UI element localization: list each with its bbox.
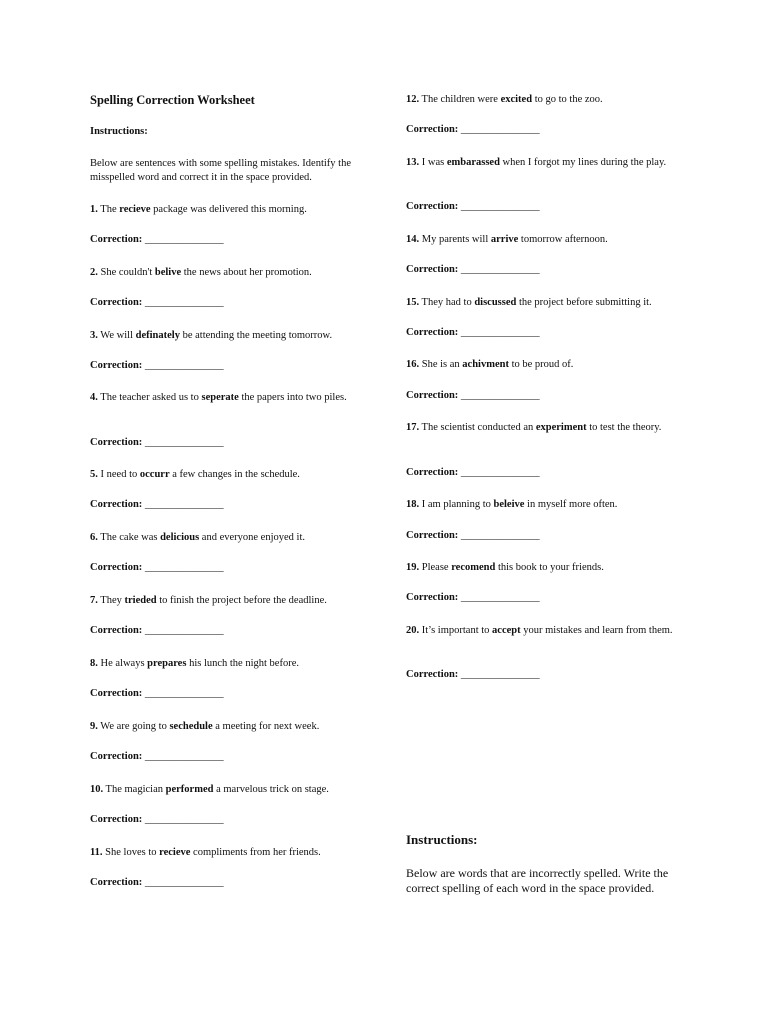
correction-label: Correction: xyxy=(90,814,143,825)
correction-line xyxy=(90,234,380,245)
question-text-before: The cake was xyxy=(97,532,161,543)
question-text-after: and everyone enjoyed it. xyxy=(199,532,306,543)
question-text-before: It’s important to xyxy=(419,625,493,636)
misspelled-word: recieve xyxy=(119,204,151,215)
correction-label: Correction: xyxy=(90,751,143,762)
question-text-after: to be proud of. xyxy=(508,359,574,370)
correction-line xyxy=(90,437,380,448)
question-text-before: My parents will xyxy=(419,234,491,245)
question-item xyxy=(90,657,380,671)
question-text-before: We will xyxy=(97,330,136,341)
question-item xyxy=(406,93,681,107)
worksheet-title: Spelling Correction Worksheet xyxy=(90,93,255,107)
question-item xyxy=(90,846,380,860)
question-text-after: when I forgot my lines during the play. xyxy=(499,157,667,168)
correction-blank[interactable]: _______________ xyxy=(144,234,224,245)
question-number: 10. xyxy=(90,784,104,795)
question-text-before: I was xyxy=(419,157,447,168)
question-text-before: She is an xyxy=(419,359,463,370)
question-item xyxy=(406,498,681,512)
correction-line xyxy=(90,297,380,308)
question-text-before: The xyxy=(97,204,120,215)
question-text-after: the project before submitting it. xyxy=(516,297,652,308)
question-text-after: the news about her promotion. xyxy=(181,267,312,278)
question-text-after: your mistakes and learn from them. xyxy=(520,625,673,636)
question-number: 20. xyxy=(406,625,420,636)
question-text-before: The children were xyxy=(419,94,501,105)
question-number: 1. xyxy=(90,204,98,215)
second-instructions-text: Below are words that are incorrectly spelled. Write the correct spelling of each word in the space provided. xyxy=(406,866,669,895)
question-text-before: I am planning to xyxy=(419,499,494,510)
correction-label: Correction: xyxy=(90,562,143,573)
correction-line xyxy=(406,530,681,541)
correction-blank[interactable]: _______________ xyxy=(460,201,540,212)
correction-label: Correction: xyxy=(406,327,459,338)
question-text-before: She loves to xyxy=(102,847,160,858)
question-text-before: The scientist conducted an xyxy=(419,422,536,433)
misspelled-word: experiment xyxy=(535,422,587,433)
correction-line xyxy=(406,592,681,603)
question-number: 19. xyxy=(406,562,420,573)
correction-line xyxy=(90,877,380,888)
misspelled-word: recieve xyxy=(159,847,191,858)
question-text-after: his lunch the night before. xyxy=(186,658,299,669)
question-number: 2. xyxy=(90,267,98,278)
correction-label: Correction: xyxy=(90,625,143,636)
correction-label: Correction: xyxy=(90,877,143,888)
correction-blank[interactable]: _______________ xyxy=(460,669,540,680)
correction-label: Correction: xyxy=(406,592,459,603)
question-number: 11. xyxy=(90,847,103,858)
question-number: 14. xyxy=(406,234,420,245)
correction-blank[interactable]: _______________ xyxy=(144,877,224,888)
question-number: 8. xyxy=(90,658,98,669)
correction-label: Correction: xyxy=(406,530,459,541)
question-item xyxy=(90,594,380,608)
question-text-after: tomorrow afternoon. xyxy=(518,234,608,245)
question-text-after: to test the theory. xyxy=(586,422,662,433)
question-text-before: She couldn't xyxy=(97,267,155,278)
correction-line xyxy=(90,814,380,825)
question-text-after: a marvelous trick on stage. xyxy=(213,784,329,795)
second-instructions-label: Instructions: xyxy=(406,832,478,847)
question-text-before: Please xyxy=(419,562,452,573)
question-text-after: package was delivered this morning. xyxy=(150,204,307,215)
correction-blank[interactable]: _______________ xyxy=(460,124,540,135)
correction-line xyxy=(406,124,681,135)
question-text-after: a meeting for next week. xyxy=(212,721,320,732)
correction-label: Correction: xyxy=(406,390,459,401)
question-number: 17. xyxy=(406,422,420,433)
question-number: 5. xyxy=(90,469,98,480)
misspelled-word: trieded xyxy=(124,595,157,606)
question-item xyxy=(406,296,681,310)
question-text-after: compliments from her friends. xyxy=(190,847,321,858)
correction-line xyxy=(90,751,380,762)
question-number: 7. xyxy=(90,595,98,606)
correction-line xyxy=(406,467,681,478)
correction-label: Correction: xyxy=(90,297,143,308)
misspelled-word: accept xyxy=(492,625,521,636)
correction-label: Correction: xyxy=(90,234,143,245)
misspelled-word: belive xyxy=(154,267,182,278)
correction-line xyxy=(406,264,681,275)
question-item xyxy=(406,624,681,638)
question-text-before: They xyxy=(97,595,125,606)
question-item xyxy=(406,358,681,372)
question-text-after: to go to the zoo. xyxy=(532,94,603,105)
question-number: 9. xyxy=(90,721,98,732)
misspelled-word: performed xyxy=(165,784,214,795)
misspelled-word: recomend xyxy=(451,562,496,573)
instructions-text: Below are sentences with some spelling mistakes. Identify the misspelled word and correct it in the space provided. xyxy=(90,158,351,183)
correction-label: Correction: xyxy=(90,360,143,371)
question-text-after: a few changes in the schedule. xyxy=(169,469,300,480)
correction-line xyxy=(406,201,681,212)
misspelled-word: occurr xyxy=(139,469,170,480)
question-text-before: The magician xyxy=(103,784,166,795)
misspelled-word: seperate xyxy=(201,392,239,403)
correction-blank[interactable]: _______________ xyxy=(144,297,224,308)
question-item xyxy=(406,561,681,575)
question-number: 16. xyxy=(406,359,420,370)
correction-line xyxy=(90,688,380,699)
correction-line xyxy=(90,360,380,371)
question-item xyxy=(90,266,380,280)
correction-label: Correction: xyxy=(90,688,143,699)
question-number: 18. xyxy=(406,499,420,510)
correction-label: Correction: xyxy=(406,124,459,135)
misspelled-word: prepares xyxy=(147,658,187,669)
correction-blank[interactable]: _______________ xyxy=(460,592,540,603)
correction-line xyxy=(90,562,380,573)
misspelled-word: beleive xyxy=(493,499,525,510)
correction-line xyxy=(406,327,681,338)
question-text-before: The teacher asked us to xyxy=(97,392,202,403)
correction-blank[interactable]: _______________ xyxy=(460,467,540,478)
question-text-after: be attending the meeting tomorrow. xyxy=(179,330,333,341)
correction-blank[interactable]: _______________ xyxy=(144,625,224,636)
misspelled-word: delicious xyxy=(160,532,200,543)
correction-blank[interactable]: _______________ xyxy=(460,530,540,541)
question-text-after: the papers into two piles. xyxy=(238,392,347,403)
question-item xyxy=(406,421,681,435)
question-number: 12. xyxy=(406,94,420,105)
correction-label: Correction: xyxy=(406,264,459,275)
correction-blank[interactable]: _______________ xyxy=(144,751,224,762)
question-text-after: in myself more often. xyxy=(524,499,618,510)
correction-label: Correction: xyxy=(406,669,459,680)
question-text-after: to finish the project before the deadline. xyxy=(156,595,327,606)
question-text-before: I need to xyxy=(97,469,140,480)
correction-label: Correction: xyxy=(90,499,143,510)
misspelled-word: discussed xyxy=(474,297,517,308)
correction-blank[interactable]: _______________ xyxy=(144,437,224,448)
question-item xyxy=(90,720,380,734)
correction-blank[interactable]: _______________ xyxy=(144,814,224,825)
question-item xyxy=(406,233,681,247)
question-number: 15. xyxy=(406,297,420,308)
question-item xyxy=(90,391,380,405)
question-item xyxy=(406,156,681,170)
correction-blank[interactable]: _______________ xyxy=(460,264,540,275)
correction-blank[interactable]: _______________ xyxy=(460,390,540,401)
correction-label: Correction: xyxy=(406,467,459,478)
correction-blank[interactable]: _______________ xyxy=(144,499,224,510)
question-text-after: this book to your friends. xyxy=(495,562,604,573)
correction-line xyxy=(406,669,681,680)
question-item xyxy=(90,203,380,217)
misspelled-word: arrive xyxy=(490,234,519,245)
misspelled-word: excited xyxy=(500,94,533,105)
question-item xyxy=(90,468,380,482)
question-number: 4. xyxy=(90,392,98,403)
correction-blank[interactable]: _______________ xyxy=(460,327,540,338)
correction-blank[interactable]: _______________ xyxy=(144,688,224,699)
correction-blank[interactable]: _______________ xyxy=(144,562,224,573)
correction-line xyxy=(90,499,380,510)
correction-line xyxy=(90,625,380,636)
question-number: 6. xyxy=(90,532,98,543)
question-number: 3. xyxy=(90,330,98,341)
misspelled-word: definately xyxy=(135,330,180,341)
correction-label: Correction: xyxy=(90,437,143,448)
question-text-before: We are going to xyxy=(97,721,170,732)
misspelled-word: sechedule xyxy=(169,721,213,732)
question-text-before: He always xyxy=(97,658,148,669)
question-number: 13. xyxy=(406,157,420,168)
question-text-before: They had to xyxy=(419,297,475,308)
correction-label: Correction: xyxy=(406,201,459,212)
question-item xyxy=(90,783,380,797)
correction-line xyxy=(406,390,681,401)
correction-blank[interactable]: _______________ xyxy=(144,360,224,371)
misspelled-word: achivment xyxy=(462,359,509,370)
instructions-label: Instructions: xyxy=(90,126,148,137)
question-item xyxy=(90,329,380,343)
misspelled-word: embarassed xyxy=(446,157,500,168)
question-item xyxy=(90,531,380,545)
